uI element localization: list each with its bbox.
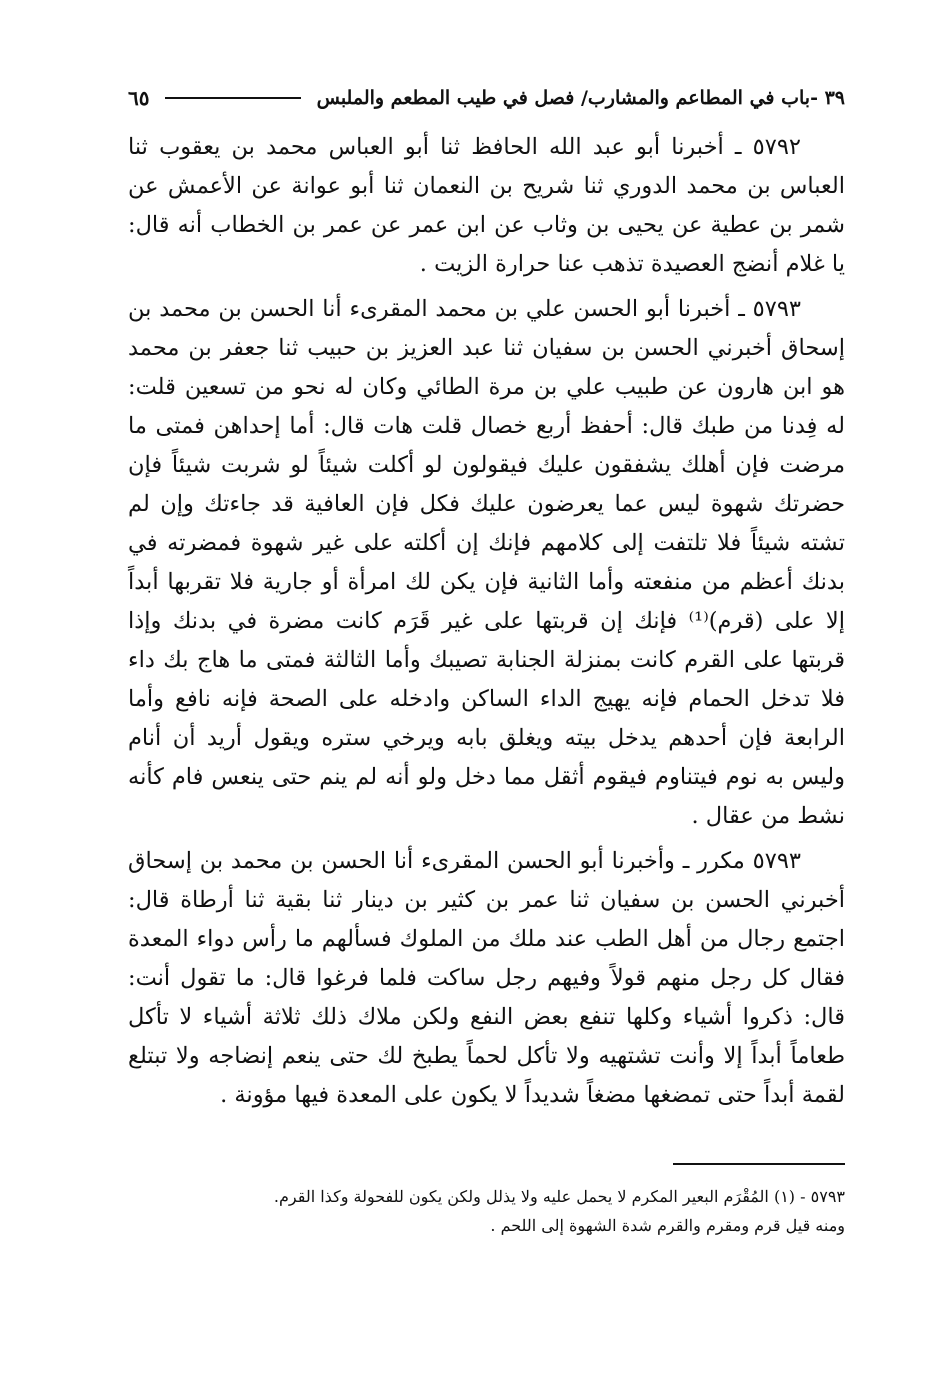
paragraph-5793-repeat: ٥٧٩٣ مكرر ـ وأخبرنا أبو الحسن المقرىء أنا الحسن بن محمد بن إسحاق أخبرني الحسن بن سفيان ثنا عمر بن كثير بن دينار ثنا بقية ثنا أرطاة قال: اجتمع رجال من أهل الطب عند ملك من الملوك فسألهم ما رأس دواء المعدة فقال كل رجل منهم قولاً وفيهم رجل ساكت فلما فرغوا قال: ما تقول أنت: قال: ذكروا أشياء وكلها تنفع بعض النفع ولكن ملاك ذلك ثلاثة أشياء لا تأكل طعاماً أبداً إلا وأنت تشتهيه ولا تأكل لحماً يطبخ لك حتى ينعم إنضاجه ولا تبتلع لقمة أبداً حتى تمضغها مضغاً شديداً لا يكون على المعدة فيها مؤونة . [128, 848, 845, 1108]
footnote-line-1: ٥٧٩٣ - (١) المُقْرَم البعير المكرم لا يحمل عليه ولا يذلل ولكن يكون للفحولة وكذا القرم. [273, 1187, 845, 1206]
running-header [128, 80, 845, 116]
main-text [128, 128, 845, 1121]
footnote-line-2: ومنه قيل قرم ومقرم والقرم شدة الشهوة إلى اللحم . [490, 1216, 845, 1235]
header-title: ٣٩ -باب في المطاعم والمشارب/ فصل في طيب المطعم والملبس [316, 87, 845, 109]
footnotes [128, 1182, 845, 1240]
page-number: ٦٥ [128, 86, 150, 110]
header-rule [165, 97, 300, 99]
paragraph-5793: ٥٧٩٣ ـ أخبرنا أبو الحسن علي بن محمد المقرىء أنا الحسن بن محمد بن إسحاق أخبرني الحسن بن سفيان ثنا عبد العزيز بن حبيب ثنا جعفر بن محمد هو ابن هارون عن طبيب علي بن مرة الطائي وكان له نحو من تسعين قلت: له فِدنا من طبك قال: أحفظ أربع خصال قلت هات قال: أما إحداهن فمتى ما مرضت فإن أهلك يشفقون عليك فيقولون لو أكلت شيئاً لو شربت شيئاً فإن حضرتك شهوة ليس عما يعرضون عليك فكل فإن العافية قد جاءتك وإن لم تشته شيئاً فلا تلتفت إلى كلامهم فإنك إن أكلته على غير شهوة فمضرته في بدنك أعظم من منفعته وأما الثانية فإن يكن لك امرأة أو جارية فلا تقربها أبداً إلا على (قرم)⁽¹⁾ فإنك إن قربتها على غير قَرَم كانت مضرة في بدنك وإذا قربتها على القرم كانت بمنزلة الجنابة تصيبك وأما الثالثة فمتى ما هاج بك داء فلا تدخل الحمام فإنه يهيج الداء الساكن وادخله على الصحة فإنه نافع وأما الرابعة فإن أحدهم يدخل بيته ويغلق بابه ويرخي ستره ويقول أريد أن أنام وليس به نوم فيتناوم فيقوم أثقل مما دخل ولو أنه لم ينم حتى ينعس فام كأنه نشط من عقال . [128, 296, 846, 829]
paragraph-5792: ٥٧٩٢ ـ أخبرنا أبو عبد الله الحافظ ثنا أبو العباس محمد بن يعقوب ثنا العباس بن محمد الدوري ثنا شريح بن النعمان ثنا أبو عوانة عن الأعمش عن شمر بن عطية عن يحيى بن وثاب عن ابن عمر عن عمر بن الخطاب أنه قال: يا غلام أنضج العصيدة تذهب عنا حرارة الزيت . [128, 134, 845, 277]
footnote-divider [673, 1163, 845, 1165]
